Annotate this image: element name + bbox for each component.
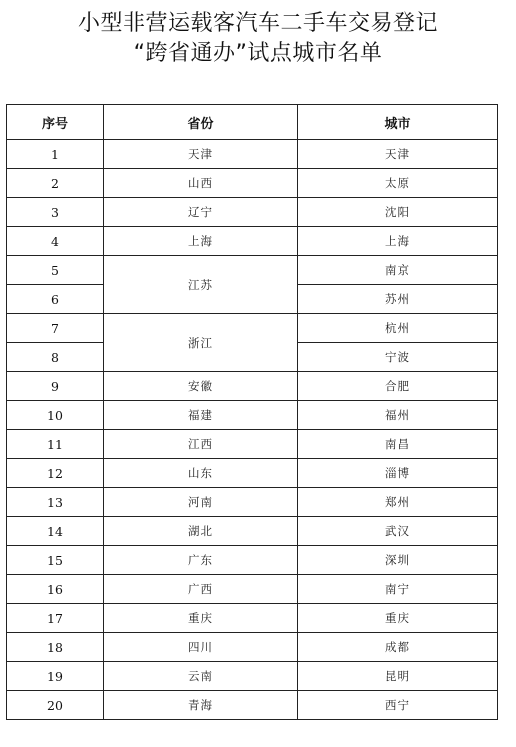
row-index: 11 bbox=[7, 430, 104, 459]
table-row bbox=[7, 662, 498, 691]
row-province: 广西 bbox=[104, 575, 298, 604]
row-index: 16 bbox=[7, 575, 104, 604]
row-index: 5 bbox=[7, 256, 104, 285]
row-city: 天津 bbox=[298, 140, 498, 169]
header-index: 序号 bbox=[7, 105, 104, 140]
row-province: 河南 bbox=[104, 488, 298, 517]
header-province: 省份 bbox=[104, 105, 298, 140]
row-province: 安徽 bbox=[104, 372, 298, 401]
table-row bbox=[7, 140, 498, 169]
row-province: 青海 bbox=[104, 691, 298, 720]
table-row bbox=[7, 459, 498, 488]
row-index: 3 bbox=[7, 198, 104, 227]
row-province: 云南 bbox=[104, 662, 298, 691]
table-body bbox=[7, 140, 498, 720]
document-title-line-2: “跨省通办”试点城市名单 bbox=[133, 41, 383, 66]
table-row bbox=[7, 604, 498, 633]
row-city: 南昌 bbox=[298, 430, 498, 459]
row-index: 8 bbox=[7, 343, 104, 372]
row-city: 福州 bbox=[298, 401, 498, 430]
table-row bbox=[7, 430, 498, 459]
row-province: 山东 bbox=[104, 459, 298, 488]
row-province: 浙江 bbox=[104, 314, 298, 372]
row-city: 深圳 bbox=[298, 546, 498, 575]
row-province: 江苏 bbox=[104, 256, 298, 314]
table-row bbox=[7, 488, 498, 517]
row-city: 南京 bbox=[298, 256, 498, 285]
row-province: 福建 bbox=[104, 401, 298, 430]
row-city: 武汉 bbox=[298, 517, 498, 546]
row-index: 1 bbox=[7, 140, 104, 169]
row-index: 20 bbox=[7, 691, 104, 720]
table-row bbox=[7, 546, 498, 575]
row-index: 15 bbox=[7, 546, 104, 575]
table-row bbox=[7, 169, 498, 198]
row-index: 7 bbox=[7, 314, 104, 343]
row-index: 9 bbox=[7, 372, 104, 401]
pilot-city-table bbox=[6, 104, 498, 720]
row-city: 成都 bbox=[298, 633, 498, 662]
row-city: 重庆 bbox=[298, 604, 498, 633]
row-index: 4 bbox=[7, 227, 104, 256]
row-city: 上海 bbox=[298, 227, 498, 256]
table-row bbox=[7, 256, 498, 285]
row-province: 四川 bbox=[104, 633, 298, 662]
row-index: 6 bbox=[7, 285, 104, 314]
row-city: 西宁 bbox=[298, 691, 498, 720]
table-row bbox=[7, 401, 498, 430]
row-province: 湖北 bbox=[104, 517, 298, 546]
row-city: 郑州 bbox=[298, 488, 498, 517]
document-title-line-1: 小型非营运载客汽车二手车交易登记 bbox=[77, 11, 438, 36]
row-city: 沈阳 bbox=[298, 198, 498, 227]
row-province: 重庆 bbox=[104, 604, 298, 633]
row-city: 杭州 bbox=[298, 314, 498, 343]
table-row bbox=[7, 575, 498, 604]
row-index: 2 bbox=[7, 169, 104, 198]
row-province: 广东 bbox=[104, 546, 298, 575]
table-row bbox=[7, 633, 498, 662]
row-province: 江西 bbox=[104, 430, 298, 459]
row-city: 宁波 bbox=[298, 343, 498, 372]
row-city: 淄博 bbox=[298, 459, 498, 488]
header-city: 城市 bbox=[298, 105, 498, 140]
row-index: 10 bbox=[7, 401, 104, 430]
table-row bbox=[7, 314, 498, 343]
row-province: 山西 bbox=[104, 169, 298, 198]
row-province: 天津 bbox=[104, 140, 298, 169]
table-row bbox=[7, 198, 498, 227]
table-header-row bbox=[7, 105, 498, 140]
row-province: 上海 bbox=[104, 227, 298, 256]
row-index: 14 bbox=[7, 517, 104, 546]
table-row bbox=[7, 691, 498, 720]
row-index: 17 bbox=[7, 604, 104, 633]
row-city: 合肥 bbox=[298, 372, 498, 401]
row-city: 苏州 bbox=[298, 285, 498, 314]
row-index: 12 bbox=[7, 459, 104, 488]
row-province: 辽宁 bbox=[104, 198, 298, 227]
row-city: 昆明 bbox=[298, 662, 498, 691]
row-index: 19 bbox=[7, 662, 104, 691]
table-row bbox=[7, 372, 498, 401]
row-city: 南宁 bbox=[298, 575, 498, 604]
table-row bbox=[7, 227, 498, 256]
row-index: 18 bbox=[7, 633, 104, 662]
row-index: 13 bbox=[7, 488, 104, 517]
row-city: 太原 bbox=[298, 169, 498, 198]
table-row bbox=[7, 517, 498, 546]
